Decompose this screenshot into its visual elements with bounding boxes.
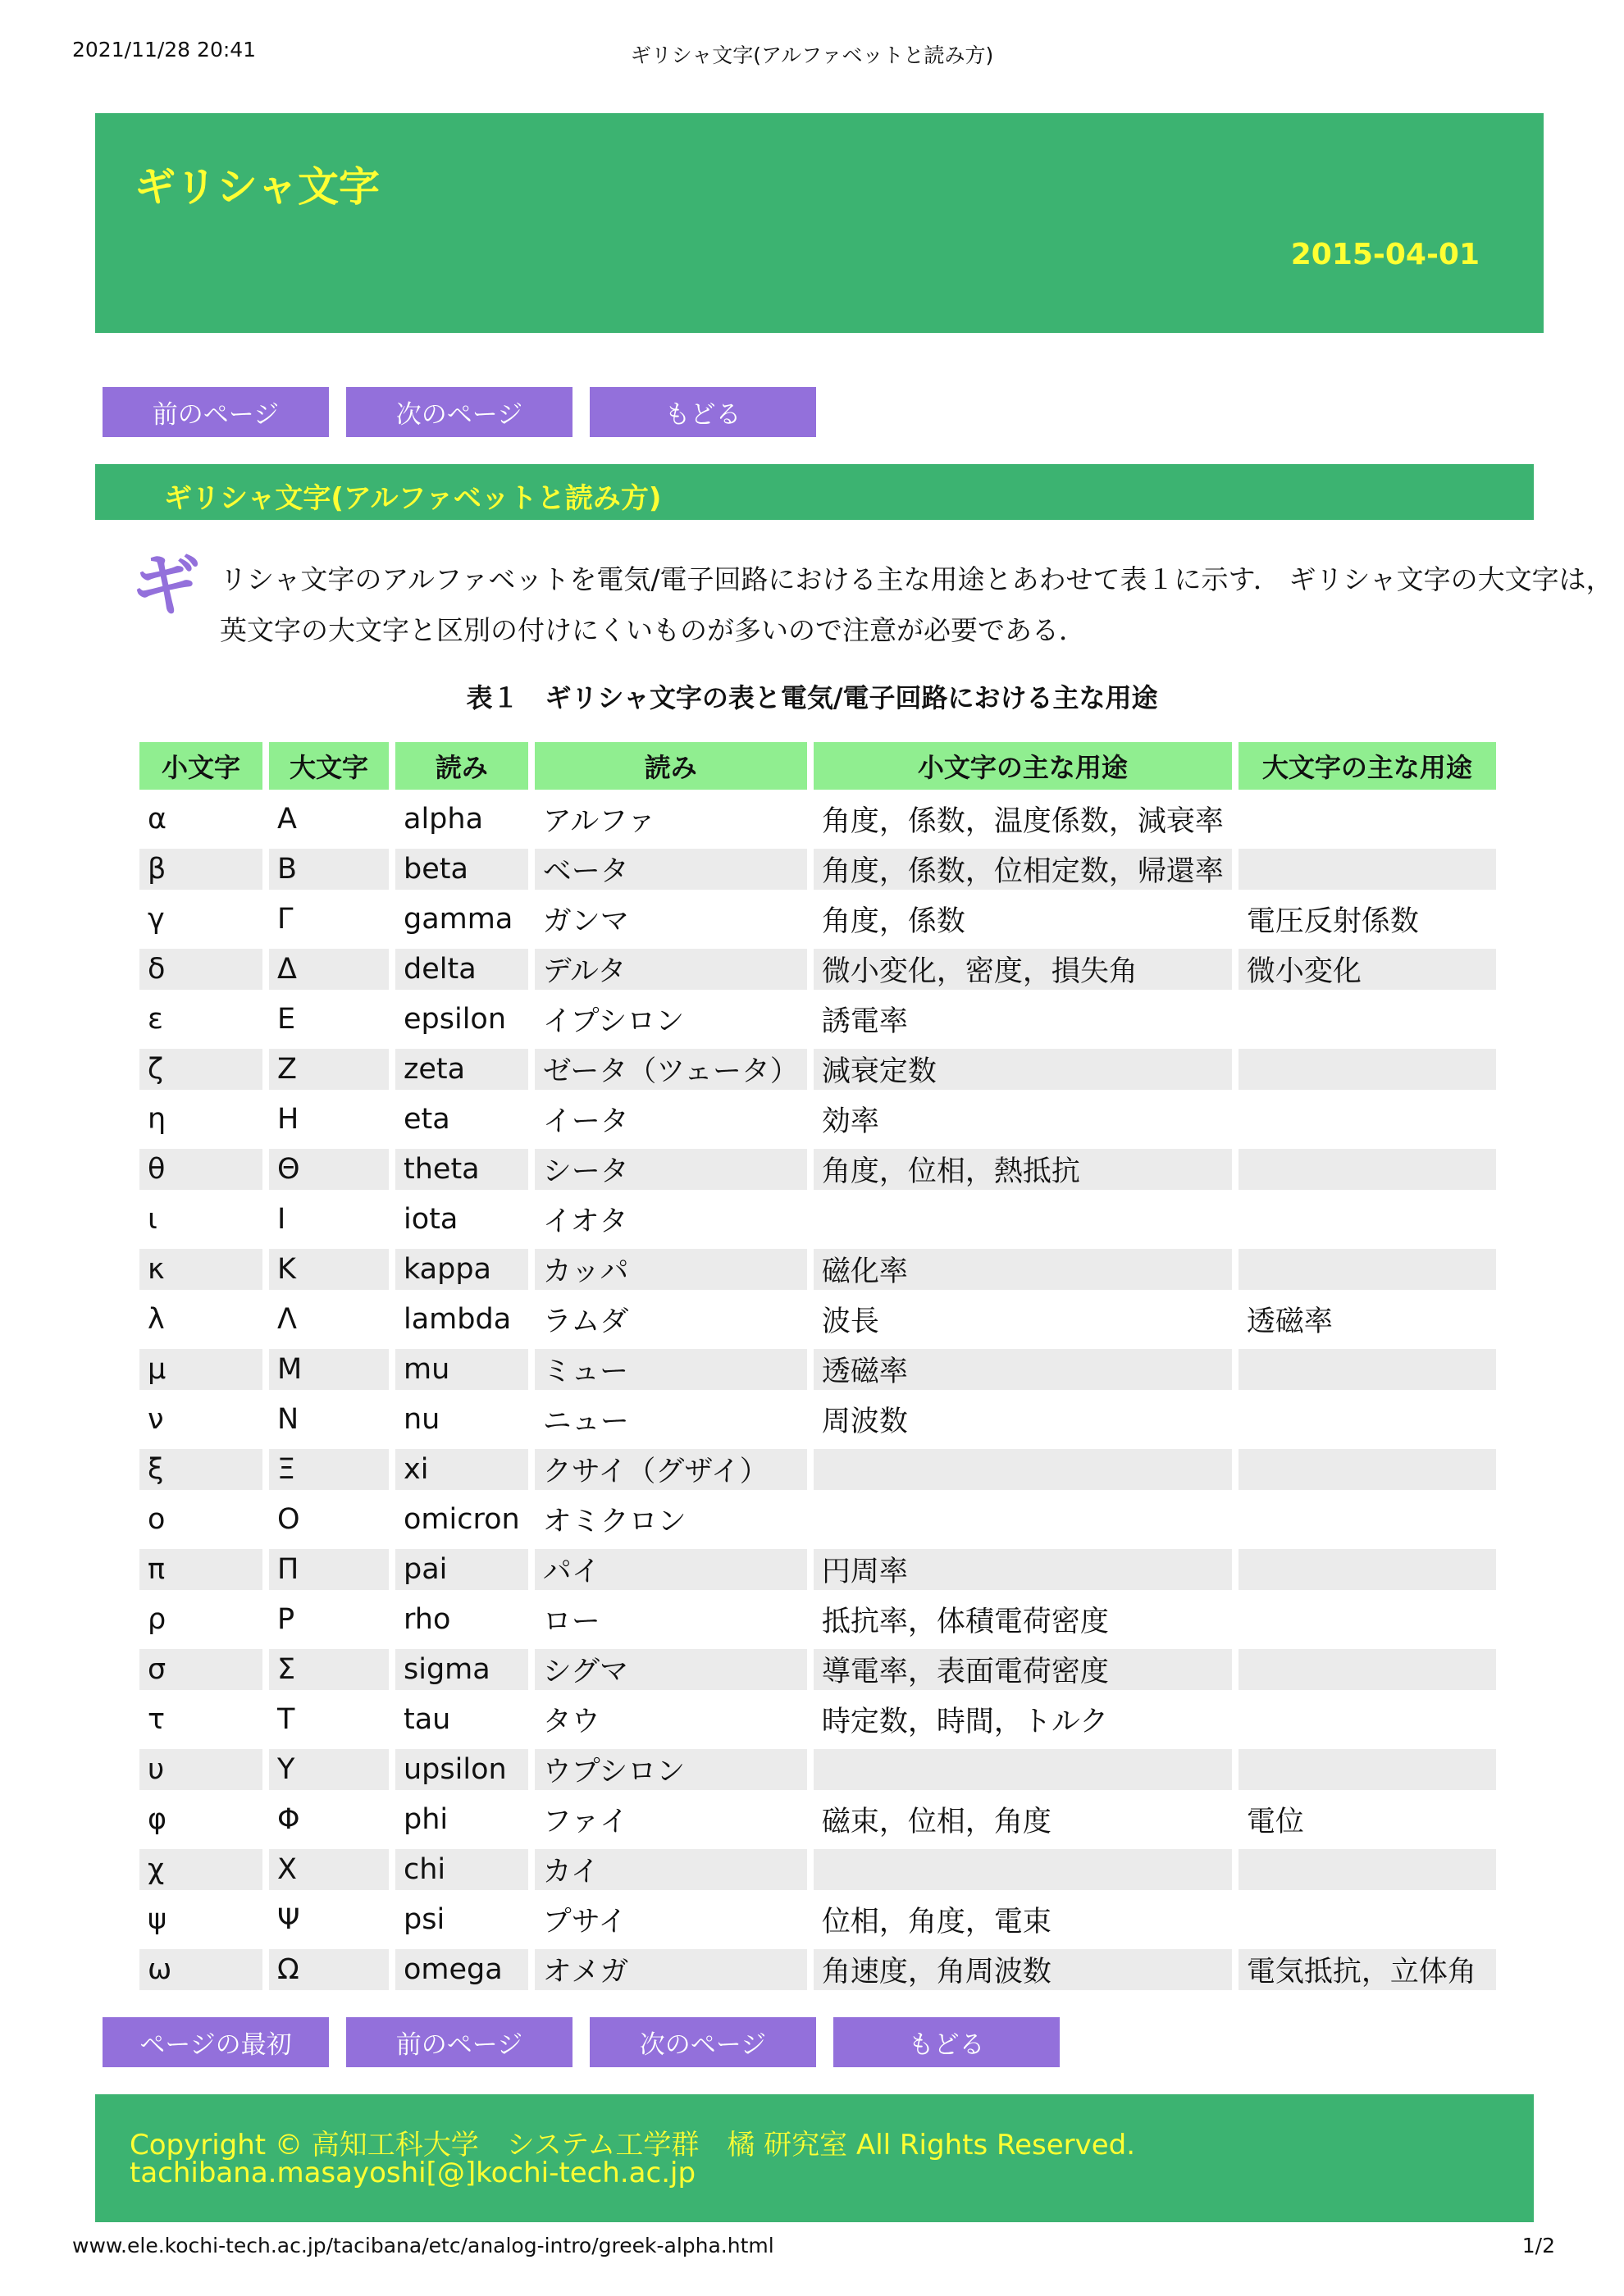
reading-latin-cell: beta: [395, 849, 528, 890]
reading-kana-cell: オミクロン: [542, 1506, 687, 1538]
lowercase-use-cell: 角度，係数，位相定数，帰還率: [814, 849, 1232, 890]
reading-kana-cell: パイ: [535, 1549, 807, 1590]
table-row: [139, 1799, 1496, 1840]
section-heading: ギリシャ文字(アルファベットと読み方): [164, 482, 662, 515]
header-reading-latin: 読み: [395, 742, 528, 790]
lowercase-cell: κ: [139, 1249, 262, 1290]
header-uppercase: 大文字: [269, 742, 389, 790]
drop-cap: ギ: [131, 545, 201, 626]
reading-kana-cell: デルタ: [535, 949, 807, 990]
print-timestamp: 2021/11/28 20:41: [72, 38, 257, 61]
prev-page-button[interactable]: 前のページ: [103, 387, 329, 437]
lowercase-cell: γ: [148, 903, 165, 936]
reading-kana-cell: アルファ: [542, 805, 656, 838]
uppercase-cell: Π: [269, 1549, 389, 1590]
table-row: [139, 1249, 1496, 1290]
reading-latin-cell: phi: [404, 1803, 449, 1836]
uppercase-cell: Ω: [269, 1949, 389, 1990]
table-row: [139, 1199, 1496, 1240]
table-caption: 表１ ギリシャ文字の表と電気/電子回路における主な用途: [466, 682, 1158, 713]
lowercase-cell: ψ: [148, 1903, 167, 1936]
uppercase-cell: Μ: [269, 1349, 389, 1390]
lowercase-cell: η: [148, 1103, 167, 1136]
lowercase-use-cell: [814, 1849, 1232, 1890]
lowercase-use-cell: [814, 1749, 1232, 1790]
table-row: [139, 1149, 1496, 1190]
uppercase-cell: Α: [277, 803, 297, 836]
uppercase-cell: Δ: [269, 949, 389, 990]
page-title: ギリシャ文字: [135, 163, 380, 211]
uppercase-use-cell: [1239, 1599, 1496, 1640]
uppercase-use-cell: [1239, 849, 1496, 890]
reading-kana-cell: プサイ: [542, 1906, 627, 1938]
back-button[interactable]: もどる: [833, 2017, 1060, 2067]
site-footer: [95, 2094, 1534, 2222]
lowercase-cell: μ: [139, 1349, 262, 1390]
uppercase-use-cell: 電気抵抗，立体角: [1239, 1949, 1496, 1990]
print-header: [0, 38, 1624, 71]
uppercase-use-cell: 電圧反射係数: [1246, 905, 1419, 938]
table-row: [139, 1649, 1496, 1690]
uppercase-cell: Κ: [269, 1249, 389, 1290]
header-lowercase-uses: 小文字の主な用途: [814, 742, 1232, 790]
uppercase-cell: Η: [277, 1103, 299, 1136]
reading-latin-cell: alpha: [404, 803, 484, 836]
lowercase-use-cell: 位相，角度，電束: [821, 1906, 1051, 1938]
table-row: [139, 1099, 1496, 1140]
uppercase-use-cell: [1239, 1349, 1496, 1390]
reading-kana-cell: ゼータ（ツェータ）: [535, 1049, 807, 1090]
uppercase-use-cell: [1239, 1449, 1496, 1490]
reading-kana-cell: ラムダ: [542, 1305, 629, 1338]
lowercase-use-cell: 減衰定数: [814, 1049, 1232, 1090]
reading-latin-cell: pai: [395, 1549, 528, 1590]
reading-kana-cell: ウプシロン: [535, 1749, 807, 1790]
reading-latin-cell: epsilon: [404, 1003, 507, 1036]
reading-latin-cell: omega: [395, 1949, 528, 1990]
next-page-button[interactable]: 次のページ: [590, 2017, 816, 2067]
prev-page-button[interactable]: 前のページ: [346, 2017, 573, 2067]
reading-kana-cell: イータ: [542, 1105, 629, 1138]
reading-kana-cell: オメガ: [535, 1949, 807, 1990]
page-date: 2015-04-01: [1290, 238, 1480, 271]
greek-alphabet-table: [133, 733, 1503, 1999]
reading-latin-cell: psi: [404, 1903, 445, 1936]
reading-kana-cell: イプシロン: [542, 1005, 685, 1038]
lowercase-use-cell: 円周率: [814, 1549, 1232, 1590]
uppercase-use-cell: [1239, 1249, 1496, 1290]
table-row: [139, 1049, 1496, 1090]
uppercase-cell: Ξ: [269, 1449, 389, 1490]
lowercase-cell: λ: [148, 1303, 165, 1336]
reading-kana-cell: ミュー: [535, 1349, 807, 1390]
reading-latin-cell: chi: [395, 1849, 528, 1890]
lowercase-cell: φ: [148, 1803, 167, 1836]
lowercase-cell: ζ: [139, 1049, 262, 1090]
table-row: [139, 1699, 1496, 1740]
table-row: [139, 999, 1496, 1040]
uppercase-cell: Θ: [269, 1149, 389, 1190]
reading-kana-cell: ニュー: [542, 1405, 629, 1438]
reading-kana-cell: シグマ: [535, 1649, 807, 1690]
reading-latin-cell: xi: [395, 1449, 528, 1490]
uppercase-use-cell: [1239, 1199, 1496, 1240]
uppercase-use-cell: [1239, 1549, 1496, 1590]
uppercase-use-cell: 微小変化: [1239, 949, 1496, 990]
lowercase-use-cell: 磁束，位相，角度: [821, 1806, 1051, 1838]
site-banner: [95, 113, 1544, 333]
print-page-title: ギリシャ文字(アルファベットと読み方): [630, 43, 994, 67]
table-row: [139, 1449, 1496, 1490]
lowercase-cell: ν: [148, 1403, 164, 1436]
reading-kana-cell: ファイ: [542, 1806, 629, 1838]
uppercase-use-cell: [1239, 1899, 1496, 1940]
reading-kana-cell: イオタ: [542, 1205, 628, 1238]
uppercase-cell: Ζ: [269, 1049, 389, 1090]
reading-latin-cell: delta: [395, 949, 528, 990]
table-row: [139, 1549, 1496, 1590]
next-page-button[interactable]: 次のページ: [346, 387, 573, 437]
reading-kana-cell: ロー: [542, 1606, 600, 1638]
uppercase-use-cell: [1239, 1749, 1496, 1790]
reading-kana-cell: シータ: [535, 1149, 807, 1190]
reading-kana-cell: カッパ: [535, 1249, 807, 1290]
reading-latin-cell: lambda: [404, 1303, 512, 1336]
uppercase-use-cell: [1239, 799, 1496, 840]
uppercase-use-cell: 透磁率: [1246, 1305, 1333, 1338]
uppercase-use-cell: 電位: [1246, 1806, 1304, 1838]
table-row: [139, 849, 1496, 890]
bottom-navigation: [103, 2017, 1060, 2067]
reading-kana-cell: ガンマ: [542, 905, 629, 938]
first-page-button[interactable]: ページの最初: [103, 2017, 329, 2067]
intro-text: リシャ文字のアルファベットを電気/電子回路における主な用途とあわせて表１に示す． ギリシャ文字の大文字は，英文字の大文字と区別の付けにくいものが多いので注意が必要である．: [220, 563, 1613, 646]
uppercase-cell: Ε: [277, 1003, 296, 1036]
uppercase-cell: Ψ: [277, 1903, 300, 1936]
lowercase-cell: α: [148, 803, 167, 836]
section-heading-bar: [95, 464, 1534, 520]
reading-latin-cell: kappa: [395, 1249, 528, 1290]
table-row: [139, 1749, 1496, 1790]
table-row: [139, 1949, 1496, 1990]
lowercase-use-cell: 角度，係数: [821, 905, 965, 938]
lowercase-use-cell: 磁化率: [814, 1249, 1232, 1290]
lowercase-cell: ι: [148, 1203, 157, 1236]
uppercase-use-cell: [1239, 1649, 1496, 1690]
lowercase-cell: ξ: [139, 1449, 262, 1490]
uppercase-use-cell: [1239, 1499, 1496, 1540]
lowercase-use-cell: 微小変化，密度，損失角: [814, 949, 1232, 990]
uppercase-cell: Υ: [269, 1749, 389, 1790]
table-row: [139, 949, 1496, 990]
table-row: [139, 1899, 1496, 1940]
table-row: [139, 1599, 1496, 1640]
uppercase-cell: Χ: [269, 1849, 389, 1890]
reading-latin-cell: sigma: [395, 1649, 528, 1690]
reading-latin-cell: rho: [404, 1603, 451, 1636]
lowercase-cell: ε: [148, 1003, 163, 1036]
reading-latin-cell: gamma: [404, 903, 513, 936]
uppercase-cell: Ρ: [277, 1603, 295, 1636]
lowercase-cell: σ: [139, 1649, 262, 1690]
lowercase-use-cell: 角度，位相，熱抵抗: [814, 1149, 1232, 1190]
header-lowercase: 小文字: [139, 742, 262, 790]
lowercase-use-cell: 波長: [821, 1305, 879, 1338]
lowercase-cell: χ: [139, 1849, 262, 1890]
reading-latin-cell: omicron: [404, 1503, 520, 1536]
uppercase-use-cell: [1239, 1149, 1496, 1190]
lowercase-use-cell: [814, 1499, 1232, 1540]
table-row: [139, 899, 1496, 940]
back-button[interactable]: もどる: [590, 387, 816, 437]
uppercase-cell: Ν: [277, 1403, 299, 1436]
lowercase-use-cell: 導電率，表面電荷密度: [814, 1649, 1232, 1690]
lowercase-cell: β: [139, 849, 262, 890]
top-navigation: [103, 387, 816, 437]
lowercase-use-cell: 周波数: [821, 1405, 908, 1438]
lowercase-cell: ο: [148, 1503, 166, 1536]
header-reading-kana: 読み: [535, 742, 807, 790]
reading-latin-cell: zeta: [395, 1049, 528, 1090]
uppercase-cell: Λ: [277, 1303, 297, 1336]
reading-kana-cell: クサイ（グザイ）: [535, 1449, 807, 1490]
table-row: [139, 1399, 1496, 1440]
reading-kana-cell: カイ: [535, 1849, 807, 1890]
uppercase-use-cell: [1239, 1399, 1496, 1440]
lowercase-cell: δ: [139, 949, 262, 990]
uppercase-use-cell: [1239, 1049, 1496, 1090]
uppercase-cell: Γ: [277, 903, 294, 936]
reading-latin-cell: upsilon: [395, 1749, 528, 1790]
reading-latin-cell: tau: [404, 1703, 451, 1736]
reading-latin-cell: nu: [404, 1403, 440, 1436]
uppercase-use-cell: [1239, 1699, 1496, 1740]
lowercase-cell: π: [139, 1549, 262, 1590]
lowercase-use-cell: [814, 1449, 1232, 1490]
lowercase-cell: ω: [139, 1949, 262, 1990]
reading-kana-cell: ベータ: [535, 849, 807, 890]
lowercase-use-cell: 透磁率: [814, 1349, 1232, 1390]
header-uppercase-uses: 大文字の主な用途: [1239, 742, 1496, 790]
contact-email: tachibana.masayoshi[@]kochi-tech.ac.jp: [130, 2157, 696, 2189]
uppercase-cell: Ο: [277, 1503, 300, 1536]
lowercase-cell: ρ: [148, 1603, 167, 1636]
table-row: [139, 1349, 1496, 1390]
reading-latin-cell: iota: [404, 1203, 458, 1236]
print-page-number: 1/2: [1521, 2234, 1555, 2257]
table-row: [139, 1849, 1496, 1890]
uppercase-cell: Τ: [277, 1703, 295, 1736]
reading-latin-cell: theta: [395, 1149, 528, 1190]
uppercase-use-cell: [1239, 999, 1496, 1040]
lowercase-use-cell: 角速度，角周波数: [814, 1949, 1232, 1990]
table-row: [139, 1499, 1496, 1540]
uppercase-cell: Σ: [269, 1649, 389, 1690]
lowercase-use-cell: 効率: [821, 1105, 879, 1138]
reading-kana-cell: タウ: [542, 1706, 600, 1738]
uppercase-cell: Ι: [277, 1203, 286, 1236]
lowercase-cell: τ: [148, 1703, 166, 1736]
reading-latin-cell: eta: [404, 1103, 450, 1136]
lowercase-cell: θ: [139, 1149, 262, 1190]
uppercase-use-cell: [1239, 1099, 1496, 1140]
copyright-text: Copyright © 高知工科大学 システム工学群 橘 研究室 All Rights Reserved.: [130, 2129, 1136, 2162]
uppercase-use-cell: [1239, 1849, 1496, 1890]
lowercase-use-cell: [814, 1199, 1232, 1240]
table-row: [139, 1299, 1496, 1340]
lowercase-cell: υ: [139, 1749, 262, 1790]
uppercase-cell: Φ: [277, 1803, 300, 1836]
lowercase-use-cell: 誘電率: [821, 1005, 908, 1038]
lowercase-use-cell: 時定数，時間，トルク: [821, 1706, 1109, 1738]
reading-latin-cell: mu: [395, 1349, 528, 1390]
table-row: [139, 799, 1496, 840]
print-url: www.ele.kochi-tech.ac.jp/tacibana/etc/analog-intro/greek-alpha.html: [72, 2234, 774, 2257]
lowercase-use-cell: 抵抗率，体積電荷密度: [821, 1606, 1109, 1638]
lowercase-use-cell: 角度，係数，温度係数，減衰率: [821, 805, 1224, 838]
uppercase-cell: Β: [269, 849, 389, 890]
table-header-row: [139, 742, 1496, 790]
